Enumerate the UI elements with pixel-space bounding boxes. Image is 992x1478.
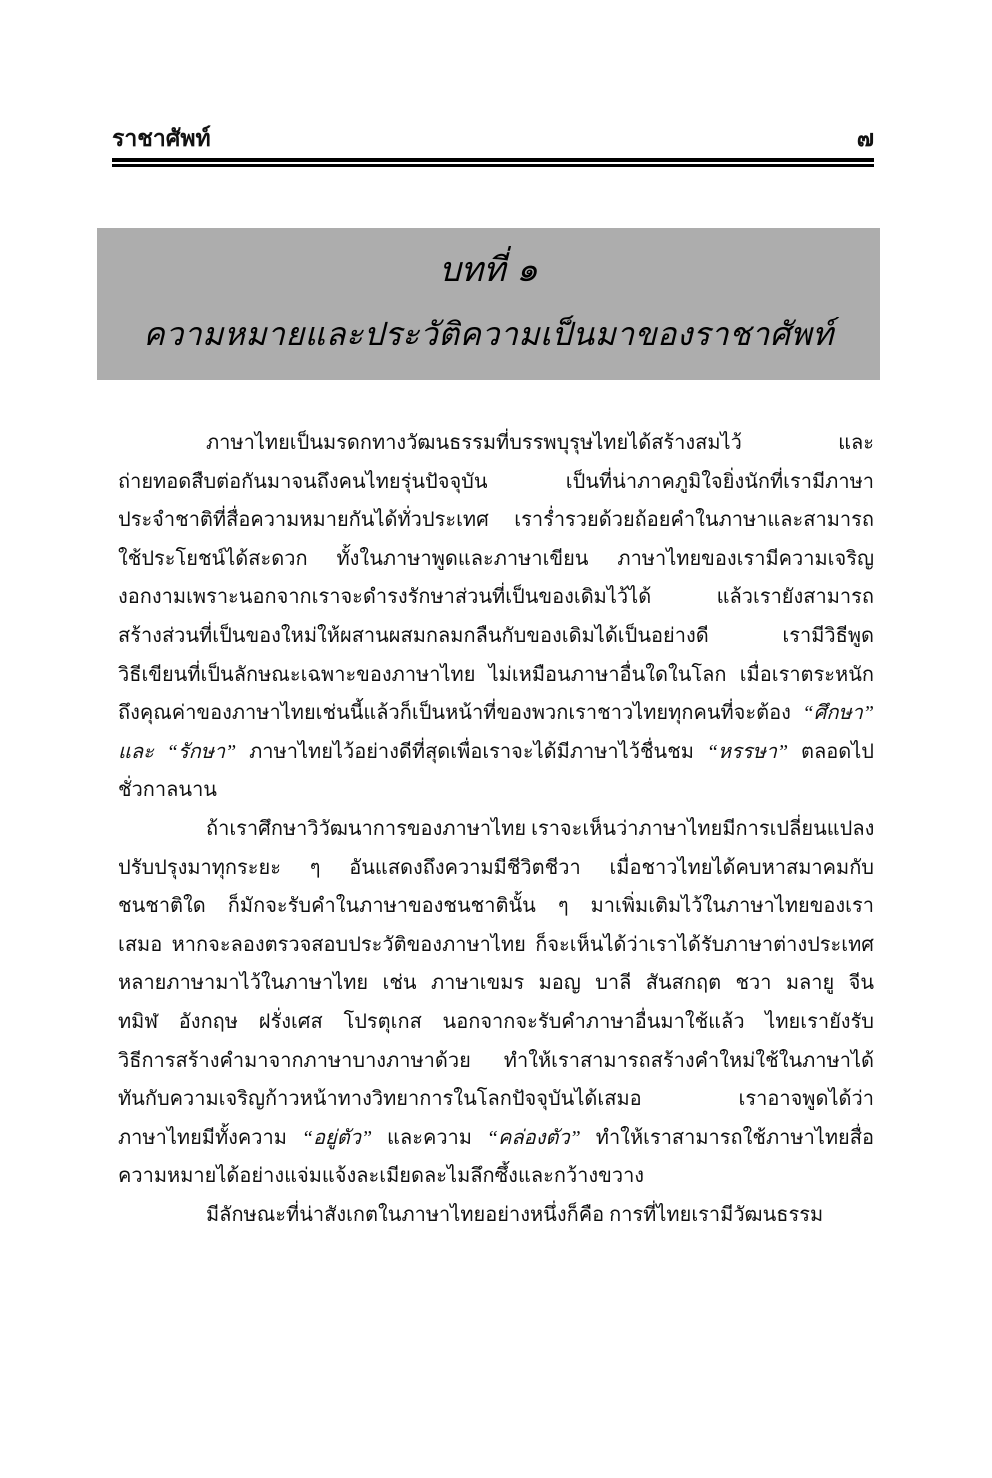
paragraph-line: สร้างส่วนที่เป็นของใหม่ให้ผสานผสมกลมกลืนกับของเดิมได้เป็นอย่างดี เรามีวิธีพูด [118,624,874,647]
header-rule-thin [112,164,874,167]
paragraph-line: ชั่วกาลนาน [118,779,217,802]
paragraph-line: งอกงามเพราะนอกจากเราจะดำรงรักษาส่วนที่เป็นของเดิมไว้ได้ แล้วเรายังสามารถ [118,586,874,609]
emphasis-text: “ศึกษา” [802,702,874,725]
running-title: ราชาศัพท์ [112,126,211,152]
emphasis-text: “หรรษา” [706,740,789,763]
line-text: และความ [372,1126,487,1149]
paragraph-line [118,694,874,733]
chapter-title: ความหมายและประวัติความเป็นมาของราชาศัพท์ [143,315,834,353]
emphasis-text: “คล่องตัว” [486,1126,581,1149]
paragraph-line: ภาษาไทยเป็นมรดกทางวัฒนธรรมที่บรรพบุรุษไทยได้สร้างสมไว้ และ [206,432,874,454]
emphasis-text: และ “รักษา” [118,740,237,763]
line-text: ตลอดไป [788,740,874,763]
line-text: ทำให้เราสามารถใช้ภาษาไทยสื่อ [580,1126,874,1149]
paragraph-line: ถ้าเราศึกษาวิวัฒนาการของภาษาไทย เราจะเห็นว่าภาษาไทยมีการเปลี่ยนแปลง [206,817,875,840]
line-text: ภาษาไทยไว้อย่างดีที่สุดเพื่อเราจะได้มีภาษาไว้ชื่นชม [236,740,707,763]
chapter-number: บทที่ ๑ [439,250,538,290]
paragraph-line [118,733,874,772]
paragraph-line: เสมอ หากจะลองตรวจสอบประวัติของภาษาไทย ก็จะเห็นได้ว่าเราได้รับภาษาต่างประเทศ [118,933,874,956]
paragraph-line: ทันกับความเจริญก้าวหน้าทางวิทยาการในโลกปัจจุบันได้เสมอ เราอาจพูดได้ว่า [118,1088,874,1111]
paragraph-line: ความหมายได้อย่างแจ่มแจ้งละเมียดละไมลึกซึ้งและกว้างขวาง [118,1165,645,1188]
paragraph-line: ทมิฬ อังกฤษ ฝรั่งเศส โปรตุเกส นอกจากจะรับคำภาษาอื่นมาใช้แล้ว ไทยเรายังรับ [118,1010,874,1033]
paragraph-line [118,1119,874,1158]
line-text: ภาษาไทยมีทั้งความ [118,1126,302,1149]
paragraph-line: ใช้ประโยชน์ได้สะดวก ทั้งในภาษาพูดและภาษาเขียน ภาษาไทยของเรามีความเจริญ [118,547,874,570]
paragraph-line: ชนชาติใด ก็มักจะรับคำในภาษาของชนชาตินั้น ๆ มาเพิ่มเติมไว้ในภาษาไทยของเรา [118,895,874,918]
body-text [118,424,874,1234]
emphasis-text: “อยู่ตัว” [301,1126,373,1149]
paragraph-line: ประจำชาติที่สื่อความหมายกันได้ทั่วประเทศ เราร่ำรวยด้วยถ้อยคำในภาษาและสามารถ [118,509,874,532]
paragraph-line: วิธีเขียนที่เป็นลักษณะเฉพาะของภาษาไทย ไม่เหมือนภาษาอื่นใดในโลก เมื่อเราตระหนัก [118,663,874,686]
page-number: ๗ [856,126,874,152]
header-rule-thick [112,158,874,162]
line-text: ถึงคุณค่าของภาษาไทยเช่นนี้แล้วก็เป็นหน้าที่ของพวกเราชาวไทยทุกคนที่จะต้อง [118,702,803,725]
paragraph-line: หลายภาษามาไว้ในภาษาไทย เช่น ภาษาเขมร มอญ บาลี สันสกฤต ชวา มลายู จีน [118,972,874,995]
paragraph-line: วิธีการสร้างคำมาจากภาษาบางภาษาด้วย ทำให้เราสามารถสร้างคำใหม่ใช้ในภาษาได้ [118,1049,874,1072]
paragraph-line: ปรับปรุงมาทุกระยะ ๆ อันแสดงถึงความมีชีวิตชีวา เมื่อชาวไทยได้คบหาสมาคมกับ [118,856,874,879]
page-header [112,124,874,154]
paragraph-line: ถ่ายทอดสืบต่อกันมาจนถึงคนไทยรุ่นปัจจุบัน เป็นที่น่าภาคภูมิใจยิ่งนักที่เรามีภาษา [118,470,874,493]
chapter-heading-box [97,228,880,380]
paragraph-line: มีลักษณะที่น่าสังเกตในภาษาไทยอย่างหนึ่งก็คือ การที่ไทยเรามีวัฒนธรรม [206,1203,824,1226]
